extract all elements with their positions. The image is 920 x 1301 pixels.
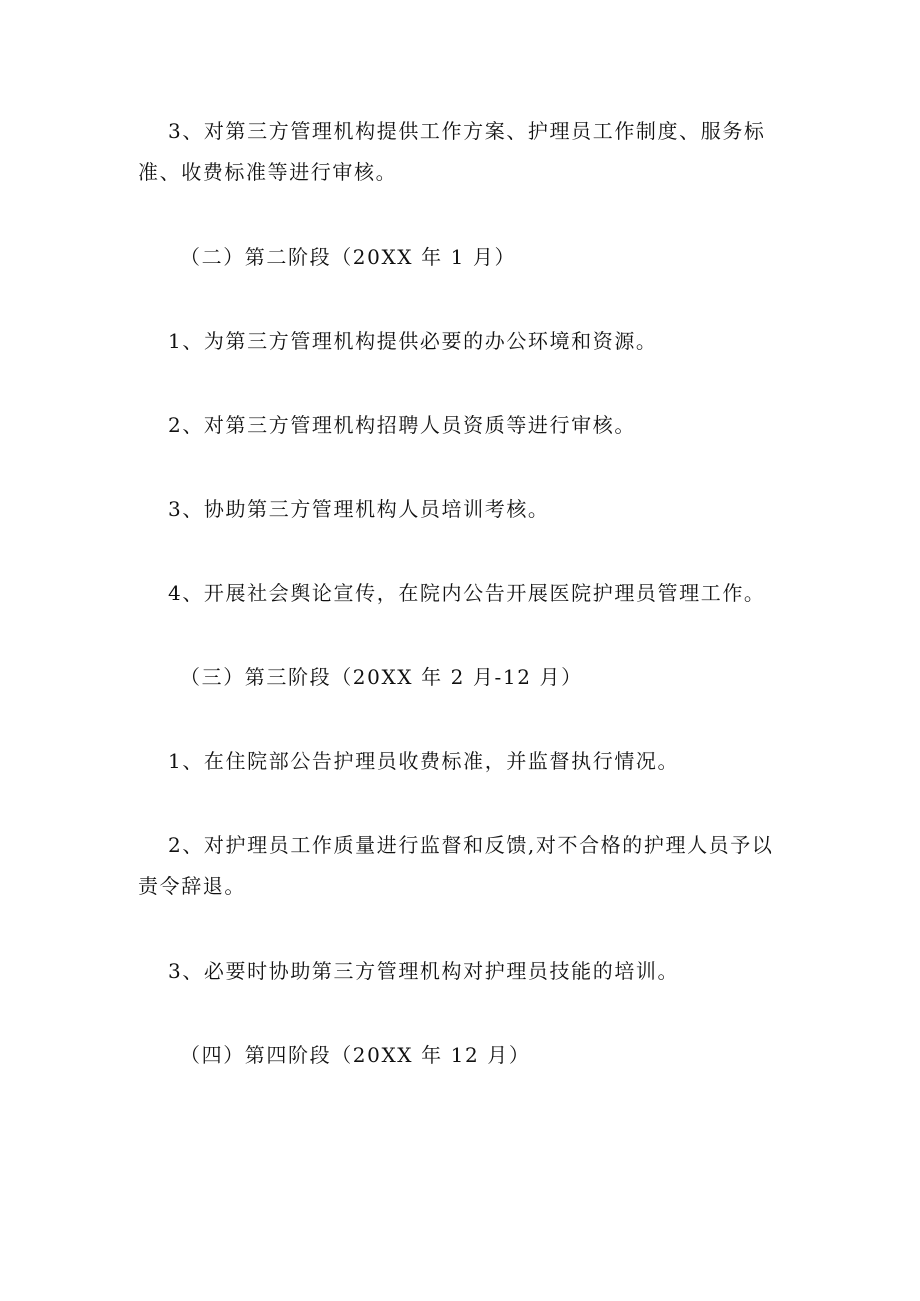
list-item-public-announcement: 4、开展社会舆论宣传，在院内公告开展医院护理员管理工作。 (168, 581, 766, 605)
list-item-training-assessment: 3、协助第三方管理机构人员培训考核。 (168, 497, 550, 521)
paragraph-quality-supervision-line2: 责令辞退。 (138, 874, 246, 898)
paragraph-quality-supervision-line1: 2、对护理员工作质量进行监督和反馈,对不合格的护理人员予以 (168, 833, 774, 857)
paragraph-review-plan-line2: 准、收费标准等进行审核。 (138, 160, 398, 184)
section-heading-stage-four: （四）第四阶段（20XX 年 12 月） (180, 1043, 531, 1067)
list-item-skill-training: 3、必要时协助第三方管理机构对护理员技能的培训。 (168, 959, 680, 983)
list-item-fee-standard: 1、在住院部公告护理员收费标准，并监督执行情况。 (168, 749, 680, 773)
section-heading-stage-three: （三）第三阶段（20XX 年 2 月-12 月） (180, 665, 583, 689)
list-item-recruit-review: 2、对第三方管理机构招聘人员资质等进行审核。 (168, 413, 636, 437)
list-item-office-resources: 1、为第三方管理机构提供必要的办公环境和资源。 (168, 329, 658, 353)
section-heading-stage-two: （二）第二阶段（20XX 年 1 月） (180, 245, 517, 269)
paragraph-review-plan-line1: 3、对第三方管理机构提供工作方案、护理员工作制度、服务标 (168, 119, 766, 143)
